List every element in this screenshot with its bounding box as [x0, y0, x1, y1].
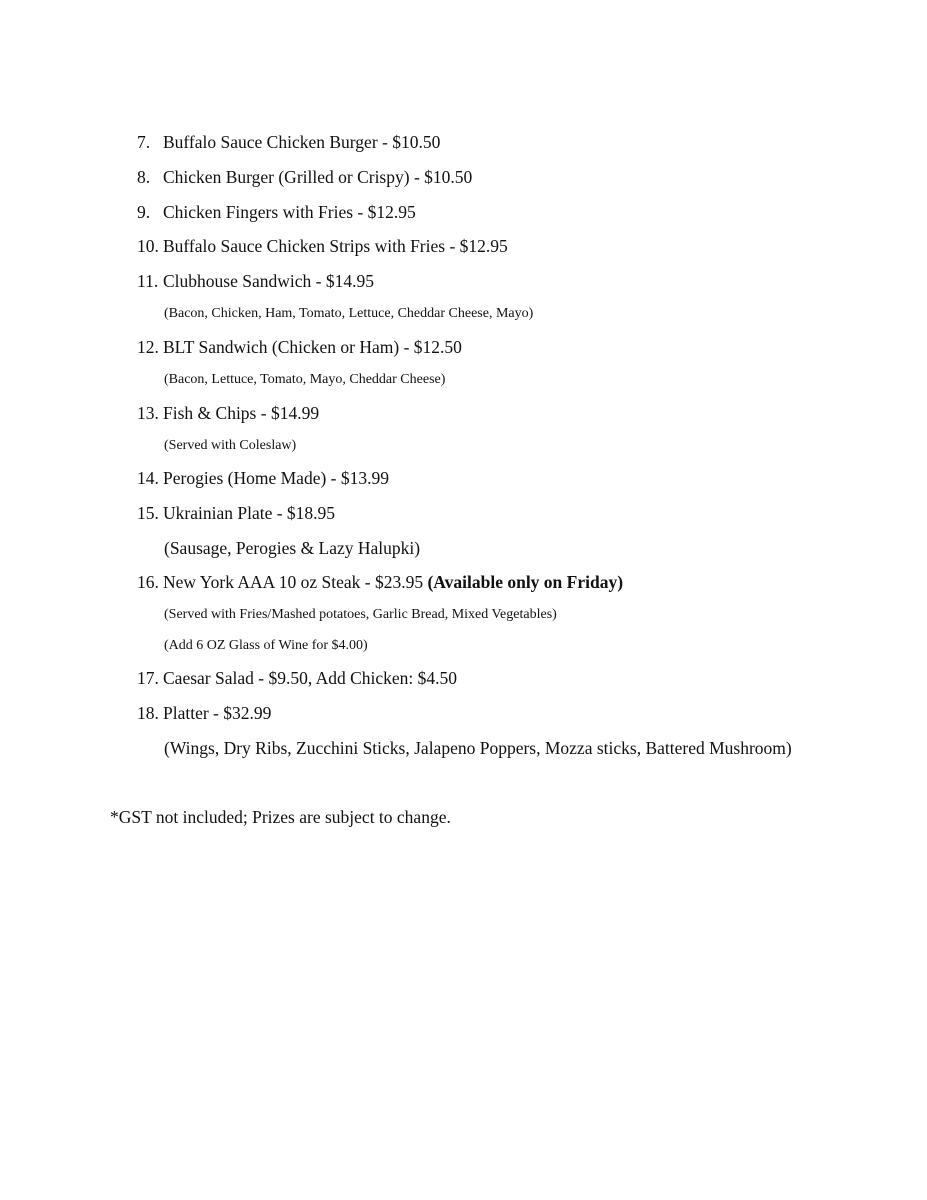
- menu-item-15: [137, 505, 335, 523]
- menu-item-15-note: (Sausage, Perogies & Lazy Halupki): [164, 538, 421, 558]
- item-text: Caesar Salad - $9.50, Add Chicken: $4.50: [163, 668, 458, 688]
- menu-item-18: [137, 705, 271, 723]
- item-number: 8.: [137, 167, 151, 187]
- menu-item-13-note: (Served with Coleslaw): [164, 438, 297, 453]
- menu-item-9: [137, 204, 416, 222]
- item-text: Perogies (Home Made) - $13.99: [163, 468, 389, 488]
- menu-item-16: [137, 574, 623, 592]
- menu-item-12-note: (Bacon, Lettuce, Tomato, Mayo, Cheddar Cheese): [164, 372, 446, 387]
- menu-item-16-note-2: (Add 6 OZ Glass of Wine for $4.00): [164, 638, 368, 653]
- menu-item-11: [137, 273, 374, 291]
- item-number: 7.: [137, 132, 151, 152]
- item-text: New York AAA 10 oz Steak - $23.95: [163, 572, 424, 592]
- menu-item-10: [137, 238, 508, 256]
- menu-item-17: [137, 670, 457, 688]
- footer-disclaimer: *GST not included; Prizes are subject to change.: [110, 807, 451, 827]
- item-text: BLT Sandwich (Chicken or Ham) - $12.50: [163, 337, 462, 357]
- item-number: 11.: [137, 271, 159, 291]
- item-text: Chicken Burger (Grilled or Crispy) - $10.50: [163, 167, 473, 187]
- item-text: Clubhouse Sandwich - $14.95: [163, 271, 374, 291]
- menu-item-13: [137, 405, 319, 423]
- menu-item-11-note: (Bacon, Chicken, Ham, Tomato, Lettuce, Cheddar Cheese, Mayo): [164, 306, 534, 321]
- item-number: 12.: [137, 337, 159, 357]
- item-text: Buffalo Sauce Chicken Strips with Fries - $12.95: [163, 236, 508, 256]
- item-number: 10.: [137, 236, 159, 256]
- menu-item-16-note: (Served with Fries/Mashed potatoes, Garlic Bread, Mixed Vegetables): [164, 607, 557, 622]
- item-number: 16.: [137, 572, 159, 592]
- item-text: Fish & Chips - $14.99: [163, 403, 320, 423]
- menu-item-8: [137, 169, 472, 187]
- item-number: 9.: [137, 202, 151, 222]
- item-text: Chicken Fingers with Fries - $12.95: [163, 202, 416, 222]
- item-text: Buffalo Sauce Chicken Burger - $10.50: [163, 132, 441, 152]
- item-text: Platter - $32.99: [163, 703, 272, 723]
- item-text: Ukrainian Plate - $18.95: [163, 503, 336, 523]
- menu-item-7: [137, 134, 440, 152]
- item-number: 15.: [137, 503, 159, 523]
- item-number: 14.: [137, 468, 159, 488]
- item-number: 13.: [137, 403, 159, 423]
- menu-item-12: [137, 339, 462, 357]
- menu-item-14: [137, 470, 389, 488]
- availability-note: (Available only on Friday): [427, 572, 624, 592]
- item-number: 18.: [137, 703, 159, 723]
- menu-item-18-note: (Wings, Dry Ribs, Zucchini Sticks, Jalapeno Poppers, Mozza sticks, Battered Mushroom): [164, 738, 792, 758]
- item-number: 17.: [137, 668, 159, 688]
